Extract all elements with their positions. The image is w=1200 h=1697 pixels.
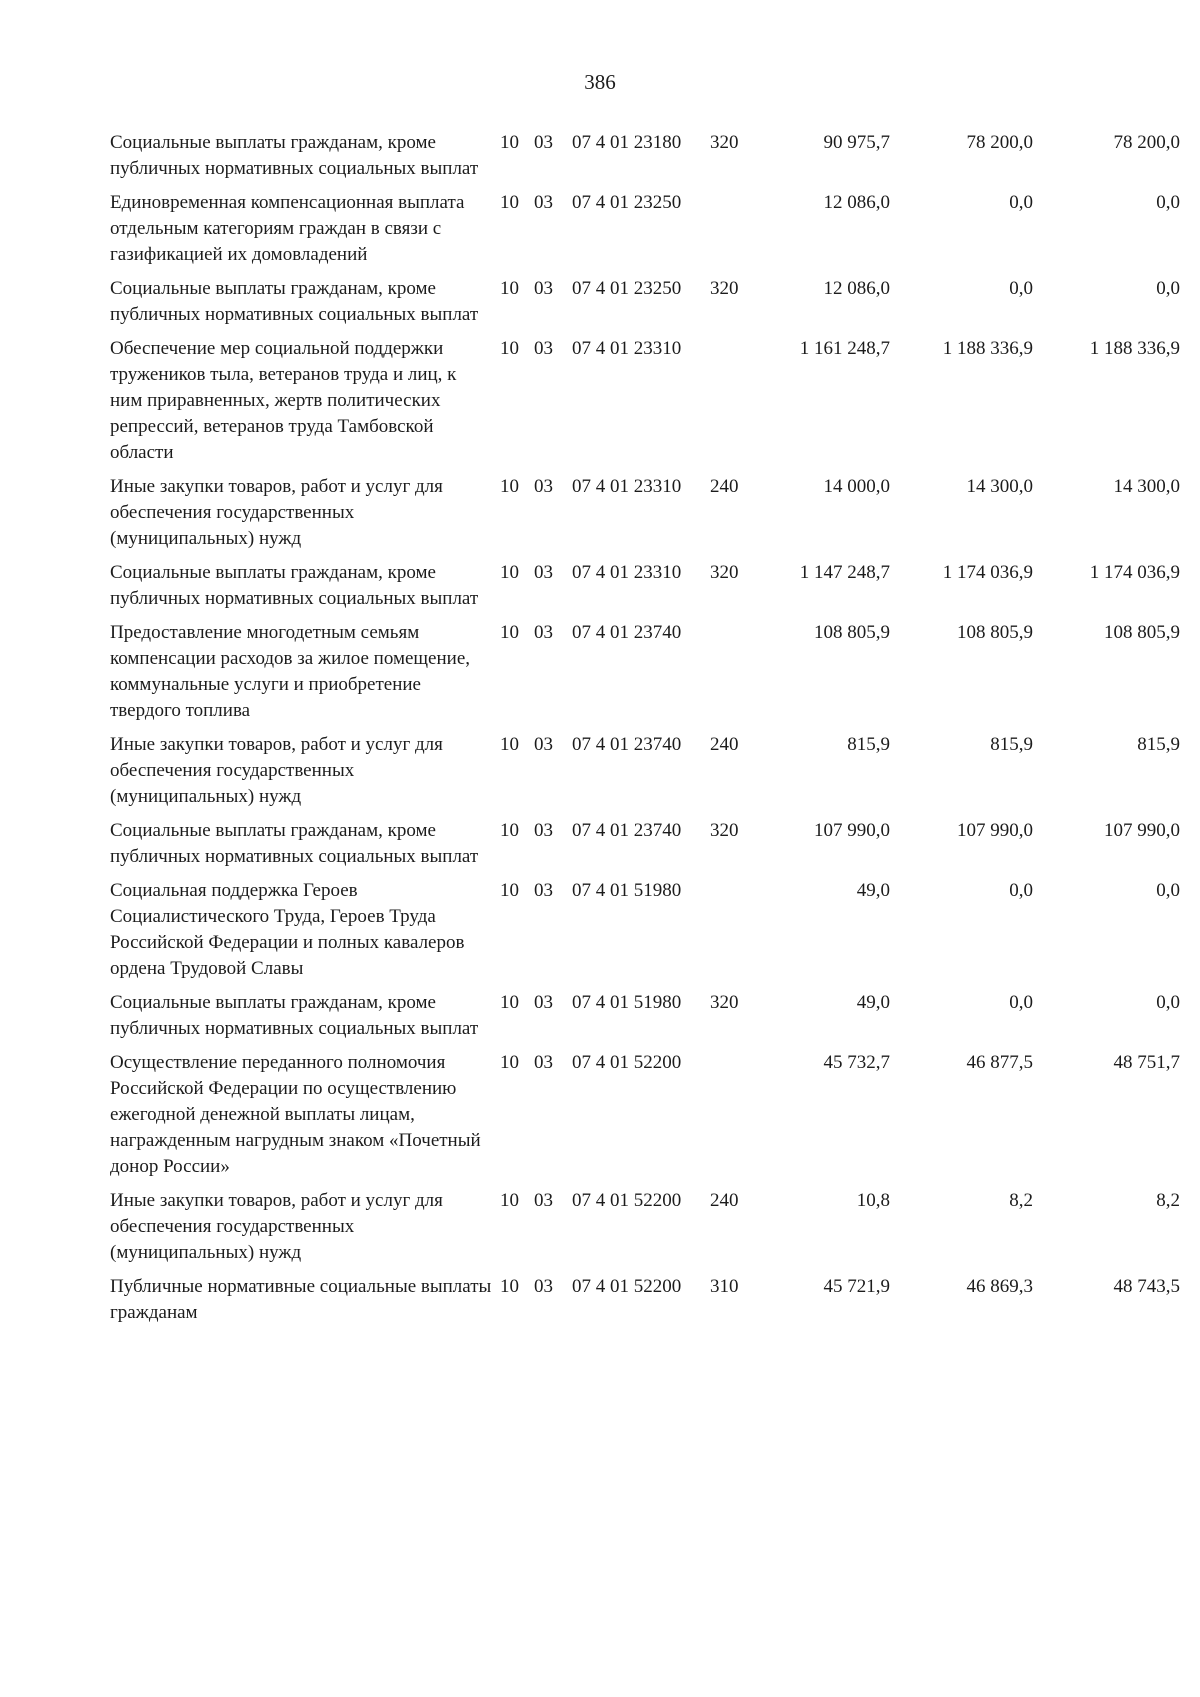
row-amount-1: 10,8 <box>856 1190 890 1211</box>
table-row <box>110 620 1180 732</box>
row-section: 10 <box>500 1190 519 1211</box>
row-section: 10 <box>500 192 519 213</box>
row-expense-type: 240 <box>710 734 739 755</box>
row-subsection: 03 <box>534 1052 553 1073</box>
row-target-article: 07 4 01 23740 <box>572 734 682 755</box>
row-amount-2: 107 990,0 <box>957 820 1033 841</box>
row-amount-2: 0,0 <box>1009 992 1033 1013</box>
row-amount-1: 49,0 <box>856 880 890 901</box>
row-subsection: 03 <box>534 132 553 153</box>
row-target-article: 07 4 01 51980 <box>572 880 682 901</box>
row-section: 10 <box>500 820 519 841</box>
row-amount-1: 45 732,7 <box>823 1052 890 1073</box>
row-amount-1: 90 975,7 <box>823 132 890 153</box>
budget-table <box>110 130 1180 1334</box>
row-amount-3: 0,0 <box>1156 278 1180 299</box>
row-subsection: 03 <box>534 1190 553 1211</box>
table-row <box>110 1188 1180 1274</box>
row-amount-2: 46 869,3 <box>966 1276 1033 1297</box>
table-row <box>110 1274 1180 1334</box>
row-amount-2: 815,9 <box>990 734 1033 755</box>
row-expense-type: 320 <box>710 992 739 1013</box>
table-row <box>110 1050 1180 1188</box>
row-subsection: 03 <box>534 820 553 841</box>
row-expense-type <box>710 336 754 474</box>
row-amount-3: 48 751,7 <box>1113 1052 1180 1073</box>
row-name: Социальная поддержка Героев Социалистического Труда, Героев Труда Российской Федерации и полных кавалеров ордена Трудовой Славы <box>110 880 465 979</box>
row-target-article: 07 4 01 23310 <box>572 476 682 497</box>
table-row <box>110 560 1180 620</box>
row-subsection: 03 <box>534 734 553 755</box>
row-section: 10 <box>500 880 519 901</box>
table-row <box>110 732 1180 818</box>
row-subsection: 03 <box>534 992 553 1013</box>
row-amount-1: 108 805,9 <box>814 622 890 643</box>
row-section: 10 <box>500 476 519 497</box>
table-row <box>110 990 1180 1050</box>
row-amount-2: 108 805,9 <box>957 622 1033 643</box>
row-amount-3: 48 743,5 <box>1113 1276 1180 1297</box>
row-name: Предоставление многодетным семьям компенсации расходов за жилое помещение, коммунальные услуги и приобретение твердого топлива <box>110 622 471 721</box>
row-amount-1: 12 086,0 <box>823 278 890 299</box>
row-target-article: 07 4 01 23740 <box>572 820 682 841</box>
row-expense-type: 240 <box>710 476 739 497</box>
row-name: Социальные выплаты гражданам, кроме публичных нормативных социальных выплат <box>110 820 479 867</box>
row-amount-3: 8,2 <box>1156 1190 1180 1211</box>
table-row <box>110 276 1180 336</box>
row-amount-2: 78 200,0 <box>966 132 1033 153</box>
row-expense-type: 310 <box>710 1276 739 1297</box>
table-row <box>110 190 1180 276</box>
row-target-article: 07 4 01 23250 <box>572 192 682 213</box>
row-expense-type: 240 <box>710 1190 739 1211</box>
row-amount-3: 0,0 <box>1156 880 1180 901</box>
row-section: 10 <box>500 338 519 359</box>
row-target-article: 07 4 01 51980 <box>572 992 682 1013</box>
row-section: 10 <box>500 992 519 1013</box>
row-amount-3: 0,0 <box>1156 992 1180 1013</box>
table-row <box>110 818 1180 878</box>
row-expense-type: 320 <box>710 132 739 153</box>
row-name: Иные закупки товаров, работ и услуг для обеспечения государственных (муниципальных) нужд <box>110 476 443 549</box>
row-target-article: 07 4 01 52200 <box>572 1052 682 1073</box>
row-amount-1: 107 990,0 <box>814 820 890 841</box>
row-expense-type <box>710 190 754 276</box>
row-name: Публичные нормативные социальные выплаты гражданам <box>110 1276 492 1323</box>
row-subsection: 03 <box>534 880 553 901</box>
row-amount-1: 815,9 <box>847 734 890 755</box>
row-section: 10 <box>500 132 519 153</box>
row-subsection: 03 <box>534 1276 553 1297</box>
row-target-article: 07 4 01 52200 <box>572 1276 682 1297</box>
table-row <box>110 474 1180 560</box>
table-row <box>110 878 1180 990</box>
row-expense-type <box>710 878 754 990</box>
row-name: Социальные выплаты гражданам, кроме публичных нормативных социальных выплат <box>110 132 479 179</box>
row-name: Социальные выплаты гражданам, кроме публичных нормативных социальных выплат <box>110 562 479 609</box>
row-expense-type: 320 <box>710 562 739 583</box>
row-subsection: 03 <box>534 476 553 497</box>
row-target-article: 07 4 01 23250 <box>572 278 682 299</box>
row-amount-3: 1 174 036,9 <box>1089 562 1180 583</box>
row-name: Единовременная компенсационная выплата отдельным категориям граждан в связи с газификацией их домовладений <box>110 192 465 265</box>
row-target-article: 07 4 01 23310 <box>572 338 682 359</box>
row-amount-2: 0,0 <box>1009 880 1033 901</box>
row-name: Иные закупки товаров, работ и услуг для обеспечения государственных (муниципальных) нужд <box>110 734 443 807</box>
row-subsection: 03 <box>534 622 553 643</box>
page-number: 386 <box>584 70 616 94</box>
row-amount-1: 1 161 248,7 <box>799 338 890 359</box>
row-expense-type: 320 <box>710 820 739 841</box>
row-amount-2: 0,0 <box>1009 278 1033 299</box>
row-section: 10 <box>500 278 519 299</box>
row-expense-type: 320 <box>710 278 739 299</box>
row-section: 10 <box>500 734 519 755</box>
row-section: 10 <box>500 562 519 583</box>
row-section: 10 <box>500 1052 519 1073</box>
row-expense-type <box>710 620 754 732</box>
row-amount-2: 1 188 336,9 <box>942 338 1033 359</box>
row-target-article: 07 4 01 52200 <box>572 1190 682 1211</box>
row-amount-1: 1 147 248,7 <box>799 562 890 583</box>
row-amount-2: 0,0 <box>1009 192 1033 213</box>
row-target-article: 07 4 01 23180 <box>572 132 682 153</box>
row-amount-3: 108 805,9 <box>1104 622 1180 643</box>
row-target-article: 07 4 01 23740 <box>572 622 682 643</box>
row-name: Осуществление переданного полномочия Российской Федерации по осуществлению ежегодной денежной выплаты лицам, награжденным нагрудным знаком «Почетный донор России» <box>110 1052 481 1177</box>
row-subsection: 03 <box>534 192 553 213</box>
row-amount-1: 14 000,0 <box>823 476 890 497</box>
row-target-article: 07 4 01 23310 <box>572 562 682 583</box>
row-amount-1: 45 721,9 <box>823 1276 890 1297</box>
row-subsection: 03 <box>534 338 553 359</box>
row-section: 10 <box>500 1276 519 1297</box>
row-name: Обеспечение мер социальной поддержки тружеников тыла, ветеранов труда и лиц, к ним приравненных, жертв политических репрессий, ветеранов труда Тамбовской области <box>110 338 457 463</box>
table-row <box>110 130 1180 190</box>
row-amount-3: 78 200,0 <box>1113 132 1180 153</box>
row-amount-1: 12 086,0 <box>823 192 890 213</box>
row-subsection: 03 <box>534 278 553 299</box>
row-subsection: 03 <box>534 562 553 583</box>
row-amount-3: 1 188 336,9 <box>1089 338 1180 359</box>
row-name: Социальные выплаты гражданам, кроме публичных нормативных социальных выплат <box>110 992 479 1039</box>
row-amount-2: 46 877,5 <box>966 1052 1033 1073</box>
row-name: Иные закупки товаров, работ и услуг для обеспечения государственных (муниципальных) нужд <box>110 1190 443 1263</box>
row-amount-3: 107 990,0 <box>1104 820 1180 841</box>
row-amount-2: 14 300,0 <box>966 476 1033 497</box>
row-expense-type <box>710 1050 754 1188</box>
row-amount-3: 0,0 <box>1156 192 1180 213</box>
row-amount-3: 14 300,0 <box>1113 476 1180 497</box>
row-amount-2: 1 174 036,9 <box>942 562 1033 583</box>
row-name: Социальные выплаты гражданам, кроме публичных нормативных социальных выплат <box>110 278 479 325</box>
row-amount-2: 8,2 <box>1009 1190 1033 1211</box>
row-section: 10 <box>500 622 519 643</box>
table-row <box>110 336 1180 474</box>
row-amount-1: 49,0 <box>856 992 890 1013</box>
row-amount-3: 815,9 <box>1137 734 1180 755</box>
